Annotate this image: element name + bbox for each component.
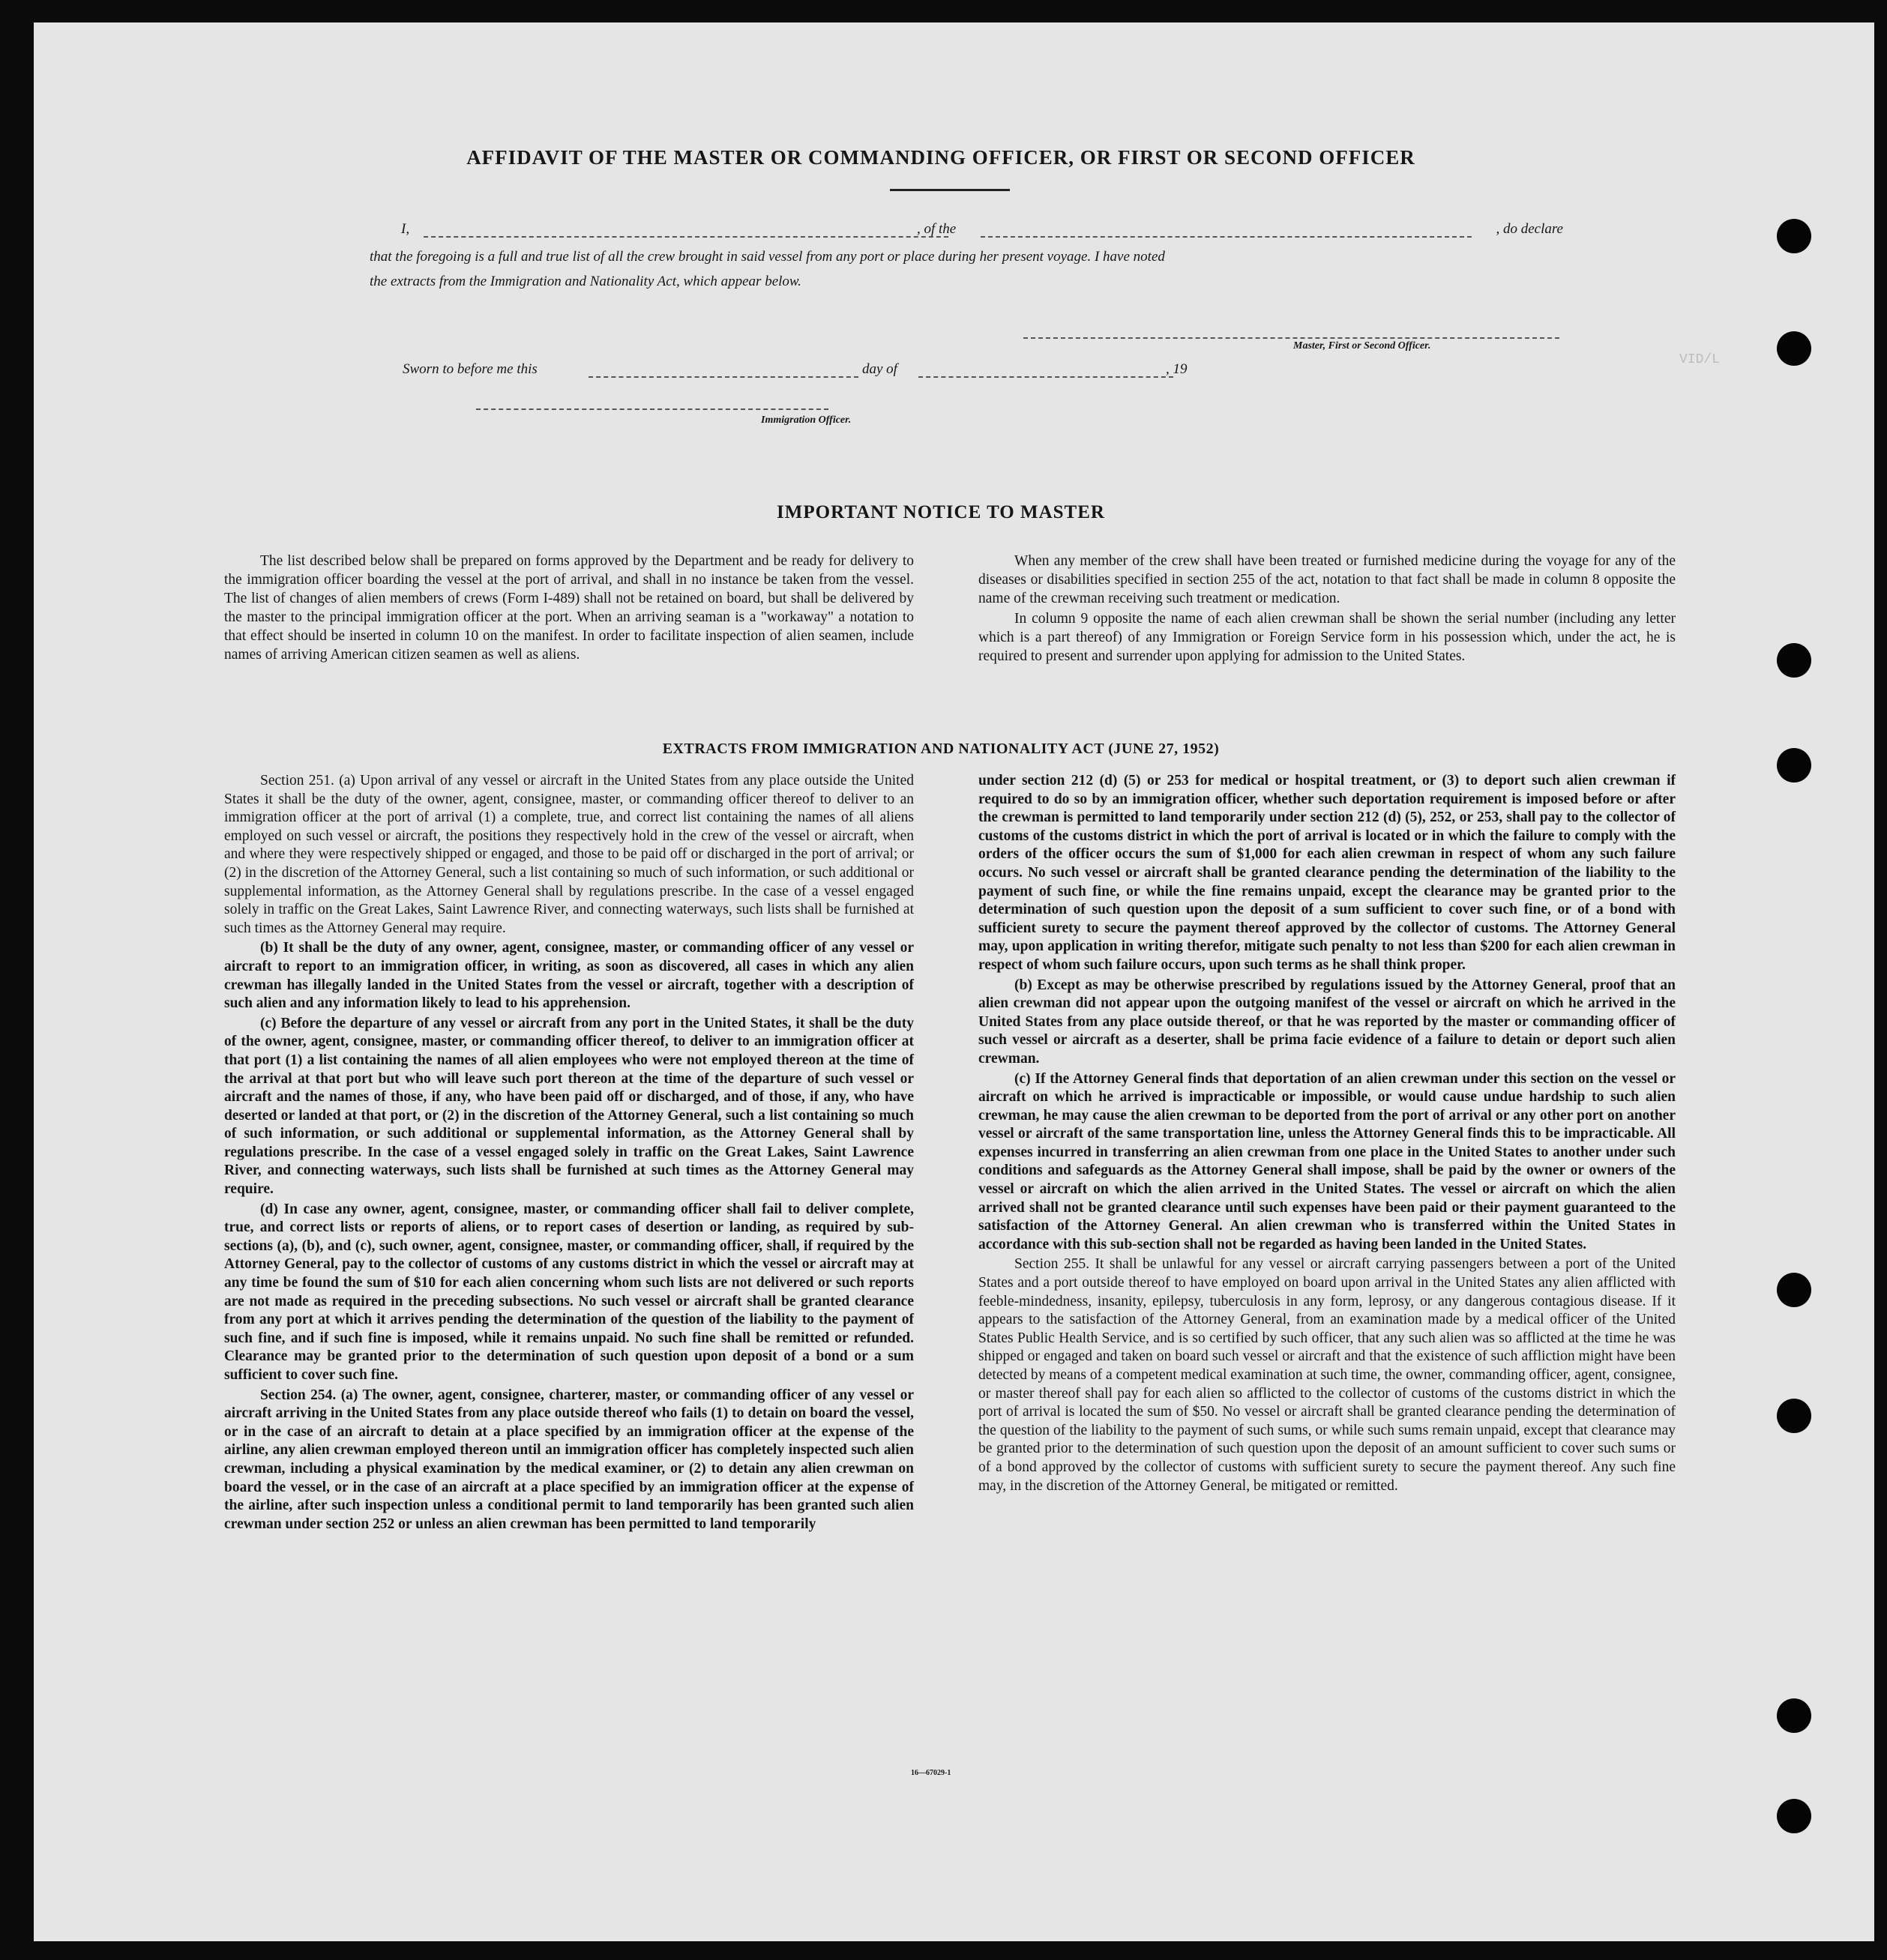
year-prefix-label: , 19 [1166, 361, 1188, 377]
binder-hole [1777, 219, 1811, 253]
notice-right-paragraph-1: When any member of the crew shall have been treated or furnished medicine during the voyage for any of the diseases or disabilities specified in section 255 of the act, notation to that fact shall be made in column 8 opposite the name of the crewman receiving such treatment or medication. [978, 553, 1676, 606]
title-underline [890, 189, 1010, 191]
binder-hole [1777, 1799, 1811, 1833]
sworn-month-field[interactable] [918, 376, 1173, 378]
section-251-c: (c) Before the departure of any vessel or aircraft from any port in the United States, it shall be the duty of the owner, agent, consignee, master, or commanding officer thereof, to deliver to an immigration officer at that port (1) a list containing the names of all alien employees who were not employed thereon at the time of the arrival at that port but who will leave such port thereon at the time of the departure of such vessel or aircraft and the names of those, if any, who have been paid off or discharged, and of those, if any, who have deserted or landed at that port, or (2) in the discretion of the Attorney General, such a list containing so much of such information, or such additional or supplemental information, as the Attorney General shall by regulations prescribe. In the case of a vessel engaged solely in traffic on the Great Lakes, Saint Lawrence River, and connecting waterways, such lists shall be furnished at such times as the Attorney General may require. [224, 1015, 914, 1198]
notice-left-column [224, 552, 914, 666]
notice-right-paragraph-2: In column 9 opposite the name of each alien crewman shall be shown the serial number (including any letter which is a part thereof) of any Immigration or Foreign Service form in his possession which, under the act, he is required to present and surrender upon applying for admission to the United States. [978, 611, 1676, 664]
vessel-name-field[interactable] [981, 236, 1472, 238]
immigration-officer-signature-field[interactable] [476, 408, 828, 410]
declarant-name-field[interactable] [424, 236, 948, 238]
day-of-label: day of [862, 361, 897, 377]
section-255: Section 255. It shall be unlawful for any vessel or aircraft carrying passengers between a port of the United States and a port outside thereof to have employed on board upon arrival in the United States any alien afflicted with feeble-mindedness, insanity, epilepsy, tuberculosis in any form, leprosy, or any dangerous contagious disease. If it appears to the satisfaction of the Attorney General, from an examination made by a medical officer of the United States Public Health Service, and is so certified by such officer, that any such alien was so afflicted at the time he was shipped or engaged and taken on board such vessel or aircraft and that the existence of such affliction might have been detected by means of a competent medical examination at such time, the owner, commanding officer, agent, consignee, or master thereof shall pay for each alien so afflicted to the collector of customs of the customs district in which the port of arrival is located the sum of $50. No vessel or aircraft shall be granted clearance pending the determination of the question of the liability to the payment of such sums, or while such sums remain unpaid, except that clearance may be granted prior to the determination of such question upon the deposit of an amount sufficient to cover such sums or of a bond approved by the collector of customs with sufficient surety to secure the payment thereof. Any such fine may, in the discretion of the Attorney General, be mitigated or remitted. [978, 1256, 1676, 1494]
binder-hole [1777, 1273, 1811, 1307]
section-254-a-continued: under section 212 (d) (5) or 253 for medical or hospital treatment, or (3) to deport such alien crewman if required to do so by an immigration officer, whether such deportation requirement is imposed before or after the crewman is permitted to land temporarily under section 212 (d) (5), 252, or 253, shall pay to the collector of customs of the customs district in which the port of arrival is located or in which the failure to comply with the orders of the officer occurs the sum of $1,000 for each alien crewman in respect of whom any such failure occurs. No such vessel or aircraft shall be granted clearance pending the determination of the liability to the payment of such fine, or while the fine remains unpaid, except the clearance may be granted prior to the determination of such question upon the deposit of a sum sufficient to cover such fine, or of a bond with sufficient surety to secure the payment thereof approved by the collector of customs. The Attorney General may, upon application in writing therefor, mitigate such penalty to not less than $200 for each alien crewman in respect of whom such failure occurs, upon such terms as he shall think proper. [978, 773, 1676, 973]
binder-hole [1777, 643, 1811, 678]
section-251-b: (b) It shall be the duty of any owner, agent, consignee, master, or commanding officer of any vessel or aircraft to report to an immigration officer, in writing, as soon as discovered, all cases in which any alien crewman has illegally landed in the United States from the vessel or aircraft, together with a description of such alien and any information likely to lead to his apprehension. [224, 940, 914, 1012]
notice-title: IMPORTANT NOTICE TO MASTER [777, 502, 1105, 522]
notice-left-paragraph: The list described below shall be prepared on forms approved by the Department and be ready for delivery to the immigration officer boarding the vessel at the port of arrival, and shall in no instance be taken from the vessel. The list of changes of alien members of crews (Form I-489) shall not be retained on board, but shall be delivered by the master to the principal immigration officer at the port. When an arriving seaman is a "workaway" a notation to that effect should be inserted in column 10 on the manifest. In order to facilitate inspection of alien seamen, include names of arriving American citizen seamen as well as aliens. [224, 553, 914, 663]
section-254-b: (b) Except as may be otherwise prescribed by regulations issued by the Attorney General, proof that an alien crewman did not appear upon the outgoing manifest of the vessel or aircraft on which he arrived in the United States from any place outside thereof, or that he was reported by the master or commanding officer of such vessel or aircraft as a deserter, shall be prima facie evidence of a failure to detain or deport such alien crewman. [978, 977, 1676, 1067]
immigration-officer-label: Immigration Officer. [761, 414, 852, 426]
master-signature-label: Master, First or Second Officer. [1293, 340, 1431, 352]
section-254-a: Section 254. (a) The owner, agent, consignee, charterer, master, or commanding officer of any vessel or aircraft arriving in the United States from any place outside thereof who fails (1) to detain on board the vessel, or in the case of an aircraft to detain at a place specified by an immigration officer at the expense of the airline, any alien crewman employed thereon until an immigration officer has completely inspected such alien crewman, including a physical examination by the medical examiner, or (2) to detain any alien crewman on board the vessel, or in the case of an aircraft at a place specified by an immigration officer at the expense of the airline, after such inspection unless a conditional permit to land temporarily has been granted such alien crewman under section 252 or unless an alien crewman has been permitted to land temporarily [224, 1387, 914, 1532]
section-251-d: (d) In case any owner, agent, consignee, master, or commanding officer shall fail to deliver complete, true, and correct lists or reports of aliens, or to report cases of desertion or landing, as required by sub-sections (a), (b), and (c), such owner, agent, consignee, master, or commanding officer, shall, if required by the Attorney General, pay to the collector of customs of any customs district in which the vessel or aircraft may at any time be found the sum of $10 for each alien concerning whom such lists are not delivered or such reports are not made as required in the preceding subsections. No such vessel or aircraft shall be granted clearance from any port at which it arrives pending the determination of the question of the liability to the payment of such fine, and if such fine is imposed, while it remains unpaid. No such fine shall be remitted or refunded. Clearance may be granted prior to the determination of such question upon deposit of a bond or a sum sufficient to cover such fine. [224, 1201, 914, 1383]
form-code: 16—67029-1 [911, 1769, 951, 1777]
binder-hole [1777, 331, 1811, 366]
page-title: AFFIDAVIT OF THE MASTER OR COMMANDING OFFICER, OR FIRST OR SECOND OFFICER [466, 146, 1415, 169]
sworn-day-field[interactable] [589, 376, 858, 378]
extracts-left-column [224, 772, 914, 1535]
master-signature-field[interactable] [1023, 337, 1559, 339]
do-declare-label: , do declare [1496, 221, 1563, 237]
extracts-right-column [978, 772, 1676, 1497]
section-254-c: (c) If the Attorney General finds that deportation of an alien crewman under this section on the vessel or aircraft on which he arrived is impracticable or impossible, or would cause undue hardship to such alien crewman, he may cause the alien crewman to be deported from the port of arrival or any other port on another vessel or aircraft of the same transportation line, unless the Attorney General finds this to be impracticable. All expenses incurred in transferring an alien crewman from one place in the United States to another under such conditions and safeguards as the Attorney General shall impose, shall be paid by the owner or owners of the vessel or aircraft on which the alien arrived in the United States. The vessel or aircraft on which the alien arrived shall not be granted clearance until such expenses have been paid or their payment guaranteed to the satisfaction of the Attorney General. An alien crewman who is transferred within the United States in accordance with this sub-section shall not be regarded as having been landed in the United States. [978, 1070, 1676, 1252]
affidavit-statement-2: the extracts from the Immigration and Nationality Act, which appear below. [370, 274, 801, 289]
extracts-title: EXTRACTS FROM IMMIGRATION AND NATIONALITY ACT (JUNE 27, 1952) [662, 741, 1220, 757]
bleed-through-mark: VID/L [1679, 352, 1721, 367]
of-the-label: , of the [917, 221, 957, 237]
document-page [34, 22, 1874, 1941]
binder-hole [1777, 1698, 1811, 1733]
affidavit-statement-1: that the foregoing is a full and true list of all the crew brought in said vessel from any port or place during her present voyage. I have noted [370, 249, 1165, 265]
sworn-label: Sworn to before me this [403, 361, 538, 377]
section-251-a: Section 251. (a) Upon arrival of any vessel or aircraft in the United States from any place outside the United States it shall be the duty of the owner, agent, consignee, master, or commanding officer thereof to deliver to an immigration officer at the port of arrival (1) a complete, true, and correct list containing the names of all aliens employed on such vessel or aircraft, the positions they respectively hold in the crew of the vessel or aircraft, when and where they were respectively shipped or engaged, and those to be paid off or discharged in the port of arrival; or (2) in the discretion of the Attorney General, such a list containing so much of such information, or such additional or supplemental information, as the Attorney General shall by regulations prescribe. In the case of a vessel engaged solely in traffic on the Great Lakes, Saint Lawrence River, and connecting waterways, such lists shall be furnished at such times as the Attorney General may require. [224, 773, 914, 936]
affidavit-i-label: I, [401, 221, 410, 237]
notice-right-column [978, 552, 1676, 667]
binder-hole [1777, 1399, 1811, 1433]
